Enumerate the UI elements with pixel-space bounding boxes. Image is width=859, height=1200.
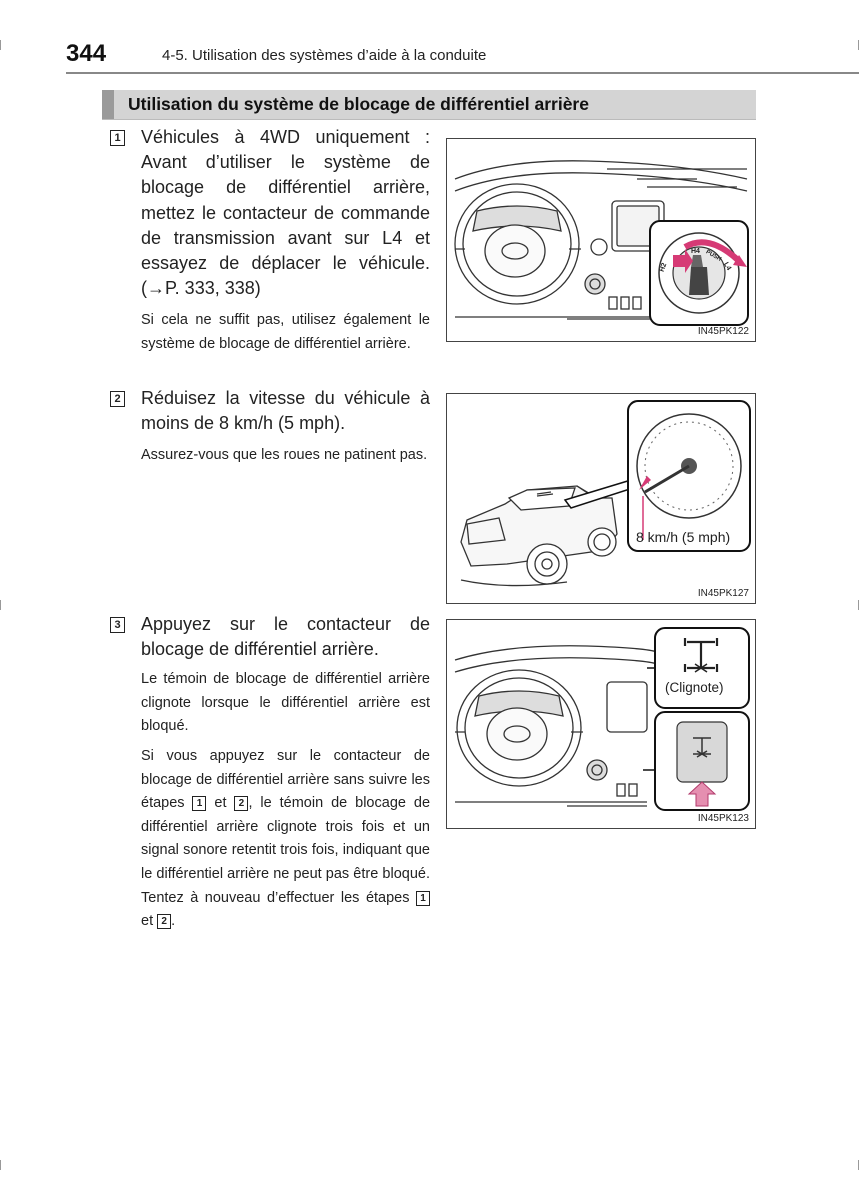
dial-label-h4: H4 [691, 248, 700, 255]
lock-switch-illustration [447, 620, 755, 828]
crop-mark [0, 600, 1, 610]
step-3-note-1: Le témoin de blocage de différentiel arrière clignote lorsque le différentiel arrière est bloqué. [141, 671, 430, 735]
note-text: et [141, 913, 154, 930]
figure-code: IN45PK127 [697, 588, 749, 599]
dial-label-h2: H2 [658, 262, 669, 273]
speedometer-illustration [447, 394, 755, 603]
step-1-page-reference: (→P. 333, 338) [141, 278, 261, 299]
crop-mark [0, 1160, 1, 1170]
step-2-text: Réduisez la vitesse du véhicule à moins de 8 km/h (5 mph). [141, 388, 430, 434]
chapter-title: 4-5. Utilisation des systèmes d’aide à la conduite [162, 47, 487, 64]
figure-lock-switch [446, 619, 756, 829]
page-number: 344 [66, 40, 107, 67]
step-number-2: 2 [110, 391, 125, 407]
header-divider [66, 72, 859, 74]
step-3-text: Appuyez sur le contacteur de blocage de différentiel arrière. [141, 614, 430, 660]
note-text: et [214, 795, 227, 812]
step-reference-box: 1 [416, 891, 430, 906]
speed-label: 8 km/h (5 mph) [636, 529, 731, 545]
step-1-note: Si cela ne suffit pas, utilisez également le système de blocage de différentiel arrière. [141, 312, 430, 352]
step-reference-box: 2 [157, 914, 171, 929]
step-2-note: Assurez-vous que les roues ne patinent pas. [141, 447, 428, 463]
note-text: . [171, 913, 176, 930]
step-reference-box: 2 [234, 796, 248, 811]
step-number-3: 3 [110, 617, 125, 633]
step-reference-box: 1 [192, 796, 206, 811]
section-divider [102, 119, 756, 120]
figure-code: IN45PK122 [697, 326, 749, 337]
figure-speedometer [446, 393, 756, 604]
indicator-label: (Clignote) [665, 680, 724, 695]
dial-label-push: PUSH [704, 249, 723, 263]
note-text: , le témoin de blocage de différentiel arrière clignote trois fois et un signal sonore retentit trois fois, indiquant que le différentiel arrière ne peut pas être bloqué. Tentez à nouveau d’effectuer les étapes [141, 795, 431, 906]
step-3-note-2 [141, 745, 430, 934]
step-1-instruction: Véhicules à 4WD uniquement : Avant d’utiliser le système de blocage de différentiel arrière, mettez le contacteur de commande de transmission avant sur L4 et essayez de déplacer le véhicule. [141, 127, 430, 274]
step-number-1: 1 [110, 130, 125, 146]
dashboard-illustration [447, 139, 755, 341]
figure-code: IN45PK123 [697, 813, 749, 824]
step-1-text [141, 125, 430, 301]
section-title: Utilisation du système de blocage de différentiel arrière [128, 94, 589, 114]
dial-label-l4: L4 [722, 261, 733, 272]
crop-mark [0, 40, 1, 50]
figure-transfer-dial [446, 138, 756, 342]
note-text: Si vous appuyez sur le contacteur de blocage de différentiel arrière sans suivre les étapes [141, 748, 430, 812]
section-title-bar [102, 90, 756, 119]
